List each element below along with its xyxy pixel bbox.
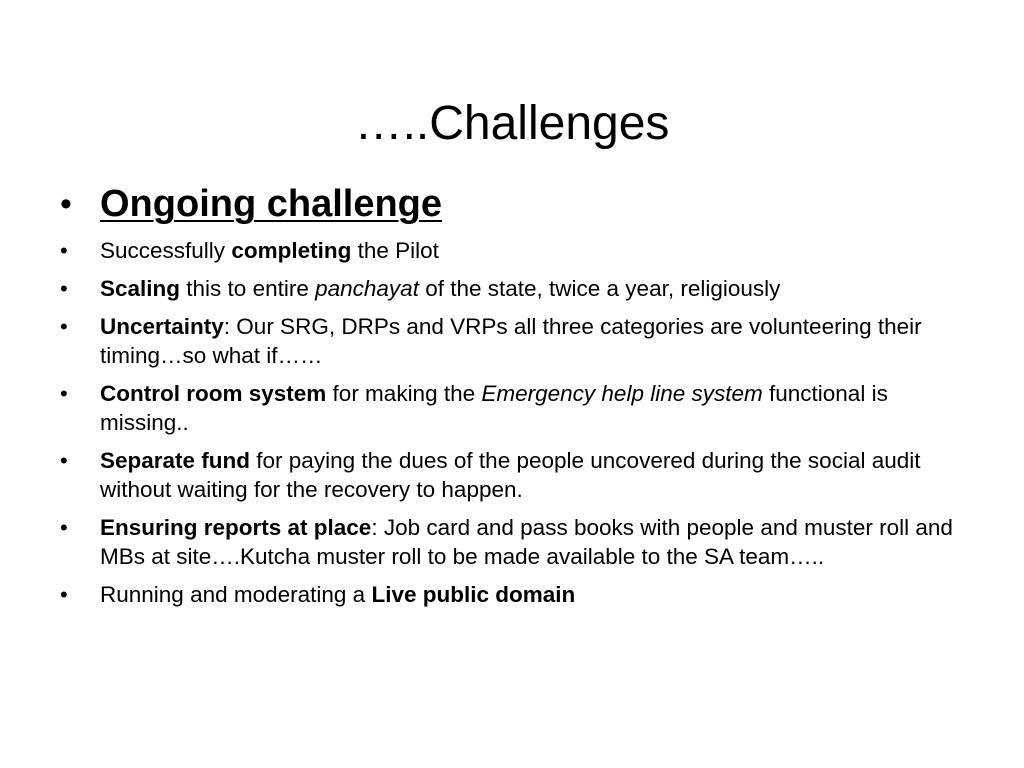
bullet-text: [100, 381, 888, 435]
heading-text: Ongoing challenge: [100, 183, 443, 225]
text-run: for paying the dues of the people uncovered during the social audit without waiting for the recovery to happen.: [100, 448, 921, 502]
bullet-dot: •: [60, 582, 68, 607]
bullet-item: [58, 580, 978, 609]
bullet-text: [100, 448, 921, 502]
bullet-text: [100, 582, 575, 607]
bullet-dot: •: [60, 448, 68, 473]
bullet-item: [58, 236, 978, 265]
bullet-heading: [58, 178, 978, 230]
text-run: the Pilot: [351, 238, 439, 263]
italic-run: Emergency help line system: [481, 381, 763, 406]
slide-title: …..Challenges: [354, 97, 670, 151]
italic-run: panchayat: [315, 276, 419, 301]
bold-run: Ensuring reports at place: [100, 515, 372, 540]
bullet-item: [58, 274, 978, 303]
text-run: : Job card and pass books with people and muster roll and MBs at site….Kutcha muster roll to be made available to the SA team…..: [100, 515, 953, 569]
bold-run: Scaling: [100, 276, 181, 301]
bullet-dot: •: [60, 515, 68, 540]
bullet-dot: •: [60, 381, 68, 406]
bullet-text: [100, 515, 953, 569]
bullet-item: [58, 446, 978, 504]
bullet-item: [58, 379, 978, 437]
bullet-dot: •: [60, 185, 72, 223]
text-run: of the state, twice a year, religiously: [418, 276, 781, 301]
bullet-dot: •: [60, 238, 68, 263]
bullet-list: [58, 178, 978, 618]
bold-run: Uncertainty: [100, 314, 224, 339]
bold-run: Live public domain: [371, 582, 576, 607]
text-run: functional is missing..: [100, 381, 888, 435]
bullet-text: [100, 238, 439, 263]
bullet-text: [100, 276, 780, 301]
bold-run: completing: [231, 238, 352, 263]
text-run: Successfully: [100, 238, 232, 263]
bullet-item: [58, 513, 978, 571]
bold-run: Separate fund: [100, 448, 251, 473]
text-run: Running and moderating a: [100, 582, 372, 607]
text-run: for making the: [326, 381, 482, 406]
bullet-dot: •: [60, 276, 68, 301]
bold-run: Control room system: [100, 381, 327, 406]
text-run: this to entire: [180, 276, 316, 301]
bullet-dot: •: [60, 314, 68, 339]
bullet-text: [100, 314, 922, 368]
text-run: : Our SRG, DRPs and VRPs all three categories are volunteering their timing…so what if……: [100, 314, 922, 368]
bullet-item: [58, 312, 978, 370]
